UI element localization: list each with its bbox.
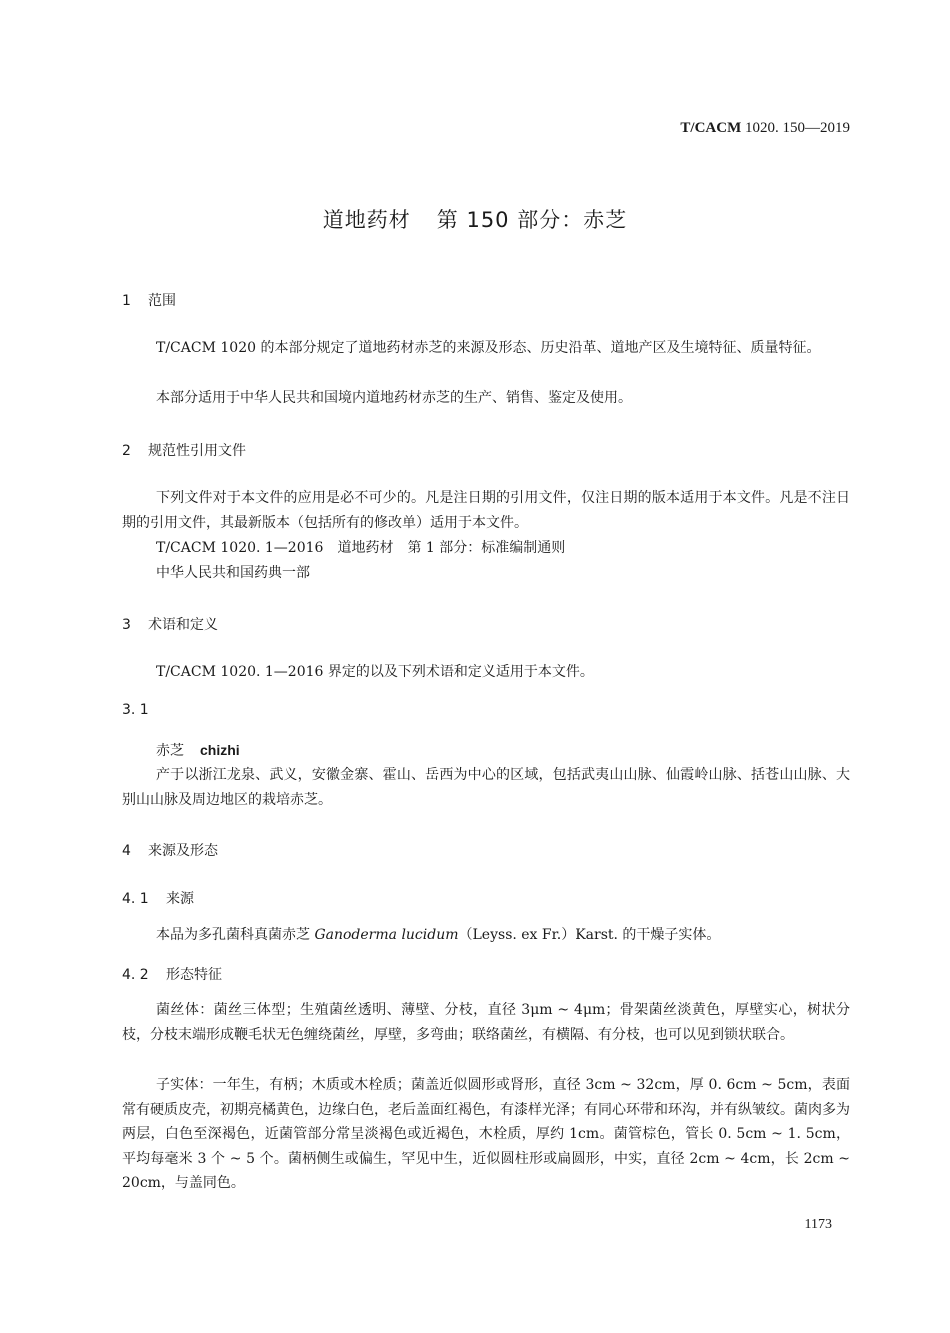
- source-paragraph: [156, 923, 720, 948]
- section-number: 3: [122, 617, 131, 633]
- section-number: 2: [122, 443, 131, 459]
- title-part-1: 道地药材: [322, 208, 411, 232]
- section-title: 规范性引用文件: [148, 443, 246, 459]
- source-text-post: （Leyss. ex Fr.）Karst. 的干燥子实体。: [458, 927, 721, 943]
- title-part-2: 第 150 部分：赤芝: [436, 208, 628, 232]
- section-3-heading: [122, 614, 218, 634]
- term-entry: [156, 740, 240, 760]
- section-number: 1: [122, 293, 131, 309]
- paragraph: T/CACM 1020 的本部分规定了道地药材赤芝的来源及形态、历史沿革、道地产区及生境特征、质量特征。: [156, 340, 821, 356]
- section-title: 术语和定义: [148, 617, 218, 633]
- subsection-4-1-heading: [122, 888, 194, 908]
- subsection-number: 4. 1: [122, 891, 149, 907]
- paragraph-fruitbody: 子实体：一年生，有柄；木质或木栓质；菌盖近似圆形或肾形，直径 3cm ~ 32cm，厚 0. 6cm ~ 5cm，表面常有硬质皮壳，初期亮橘黄色，边缘白色，老后盖面红褐色，有漆样光泽；有同心环带和环沟，并有纵皱纹。菌肉多为两层，白色至深褐色，近菌管部分常呈淡褐色或近褐色，木栓质，厚约 1cm。菌管棕色，管长 0. 5cm ~ 1. 5cm，平均每毫米 3 个 ~ 5 个。菌柄侧生或偏生，罕见中生，近似圆柱形或扁圆形，中实，直径 2cm ~ 4cm，长 2cm ~ 20cm，与盖同色。: [122, 1077, 850, 1192]
- paragraph: T/CACM 1020. 1—2016 界定的以及下列术语和定义适用于本文件。: [156, 664, 594, 680]
- section-title: 来源及形态: [148, 843, 218, 859]
- reference-item: 中华人民共和国药典一部: [156, 565, 310, 581]
- page-title: [0, 204, 950, 234]
- section-1-heading: [122, 290, 176, 310]
- latin-name: Ganoderma lucidum: [314, 927, 459, 943]
- section-number: 4: [122, 843, 131, 859]
- term-pinyin: chizhi: [200, 742, 240, 758]
- section-title: 范围: [148, 293, 176, 309]
- document-code-number: 1020. 150—2019: [741, 120, 850, 136]
- subsection-3-1-number: 3. 1: [122, 702, 149, 718]
- section-2-heading: [122, 440, 246, 460]
- subsection-title: 来源: [166, 891, 194, 907]
- term-definition: 产于以浙江龙泉、武义，安徽金寨、霍山、岳西为中心的区域，包括武夷山山脉、仙霞岭山脉、括苍山山脉、大别山山脉及周边地区的栽培赤芝。: [122, 767, 850, 808]
- page-number: 1173: [804, 1217, 832, 1232]
- subsection-4-2-heading: [122, 964, 222, 984]
- section-4-heading: [122, 840, 218, 860]
- reference-item: T/CACM 1020. 1—2016 道地药材 第 1 部分：标准编制通则: [156, 540, 566, 556]
- subsection-title: 形态特征: [166, 967, 222, 983]
- paragraph: 下列文件对于本文件的应用是必不可少的。凡是注日期的引用文件，仅注日期的版本适用于本文件。凡是不注日期的引用文件，其最新版本（包括所有的修改单）适用于本文件。: [122, 490, 850, 531]
- source-text-pre: 本品为多孔菌科真菌赤芝: [156, 927, 315, 943]
- document-code-prefix: T/CACM: [680, 120, 742, 136]
- term-chinese: 赤芝: [156, 743, 184, 759]
- paragraph-mycelium: 菌丝体：菌丝三体型；生殖菌丝透明、薄壁、分枝，直径 3μm ~ 4μm；骨架菌丝淡黄色，厚壁实心，树状分枝，分枝末端形成鞭毛状无色缠绕菌丝，厚壁，多弯曲；联络菌丝，有横隔、有分枝，也可以见到锁状联合。: [122, 1002, 850, 1043]
- subsection-number: 4. 2: [122, 967, 149, 983]
- paragraph: 本部分适用于中华人民共和国境内道地药材赤芝的生产、销售、鉴定及使用。: [156, 390, 632, 406]
- document-code: [680, 120, 850, 137]
